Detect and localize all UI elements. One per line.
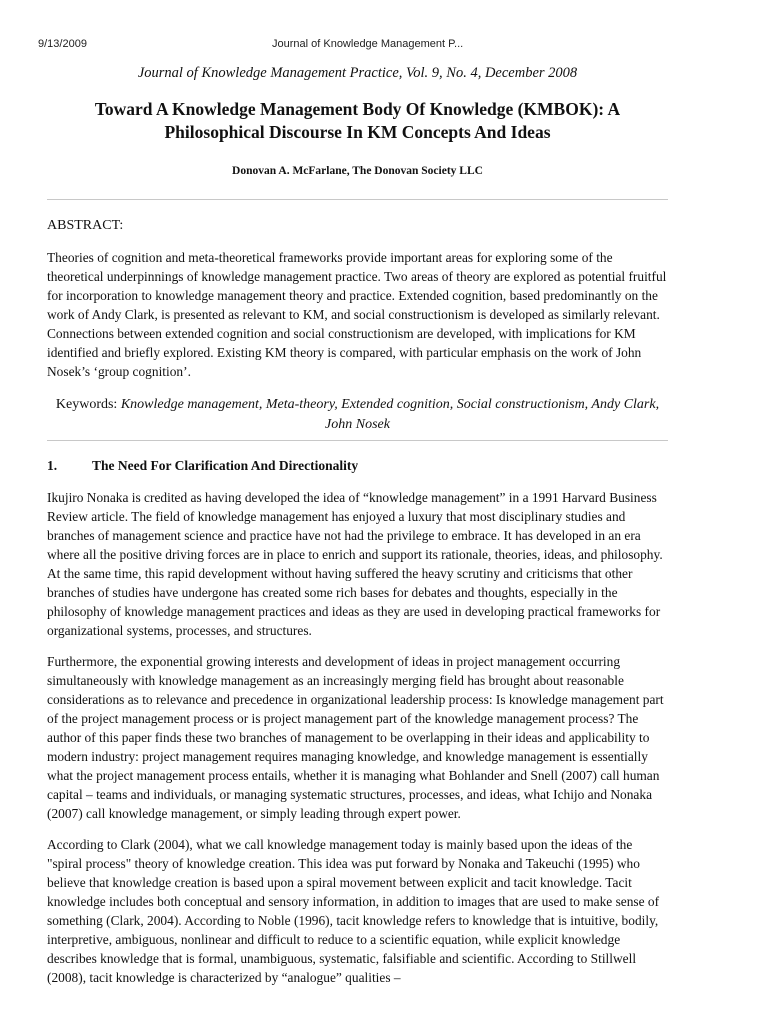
print-header <box>38 38 738 54</box>
body-paragraph: According to Clark (2004), what we call knowledge management today is mainly based upon the ideas of the "spiral process" theory of knowledge creation. This idea was put forward by Nonaka and Takeuchi (1995) who believe that knowledge creation is based upon a spiral movement between explicit and tacit knowledge. Tacit knowledge includes both conceptual and sensory information, in addition to images that are used to make sense of something (Clark, 2004). According to Noble (1996), tacit knowledge refers to knowledge that is intuitive, bodily, interpretive, ambiguous, nonlinear and difficult to reduce to a scientific equation, while explicit knowledge describes knowledge that is formal, unambiguous, systematic, falsifiable and scientific. According to Stillwell (2008), tacit knowledge is characterized by “analogue” qualities – <box>47 837 660 985</box>
section-heading <box>47 457 668 475</box>
keywords-list: Knowledge management, Meta-theory, Extended cognition, Social constructionism, Andy Clark, John Nosek <box>120 397 660 432</box>
paper-title <box>47 98 668 144</box>
print-page-title: Journal of Knowledge Management P... <box>272 38 464 50</box>
paper-author: Donovan A. McFarlane, The Donovan Society LLC <box>232 165 483 177</box>
keywords-label: Keywords: <box>55 397 121 412</box>
paper-title-line-2: Philosophical Discourse In KM Concepts And Ideas <box>164 122 551 142</box>
journal-citation: Journal of Knowledge Management Practice, Vol. 9, No. 4, December 2008 <box>137 65 578 81</box>
paper-title-line-1: Toward A Knowledge Management Body Of Knowledge (KMBOK): A <box>94 99 621 119</box>
body-paragraph: Furthermore, the exponential growing interests and development of ideas in project management occurring simultaneously with knowledge management as an increasingly merging field has brought about reasonable considerations as to relevance and precedence in organizational leadership process: Is knowledge management part of the project management process or is project management part of the knowledge management process? The author of this paper finds these two branches of management to be overlapping in their ideas and applicability to modern industry: project management requires managing knowledge, and knowledge management is essentially what the project management process entails, whether it is managing what Bohlander and Snell (2007) call human capital – teams and individuals, or managing systematic structures, processes, and ideas, what Ichijo and Nonaka (2007) call knowledge management, or simply leading through expert power. <box>47 654 664 821</box>
section-title: The Need For Clarification And Directionality <box>92 458 359 473</box>
divider <box>47 199 668 200</box>
keywords <box>47 395 668 435</box>
body-paragraph: Ikujiro Nonaka is credited as having developed the idea of “knowledge management” in a 1991 Harvard Business Review article. The field of knowledge management has enjoyed a luxury that most disciplinary studies and branches of management science and practice have not had the privilege to embrace. It has developed in an era where all the positive driving forces are in place to enrich and support its rationale, theories, ideas, and philosophy. At the same time, this rapid development without having suffered the heavy scrutiny and criticisms that other branches of studies have undergone has created some rich bases for debates and thoughts, especially in the philosophy of knowledge management practices and ideas as they are used in developing practical frameworks for organizational systems, processes, and structures. <box>47 490 663 638</box>
paper-page <box>47 62 668 987</box>
divider <box>47 440 668 441</box>
section-number: 1. <box>47 458 58 473</box>
abstract-text: Theories of cognition and meta-theoretical frameworks provide important areas for exploring some of the theoretical underpinnings of knowledge management practice. Two areas of theory are explored as potential fruitful for incorporation to knowledge management theory and practice. Extended cognition, based predominantly on the work of Andy Clark, is presented as relevant to KM, and social constructionism is developed as similarly relevant. Connections between extended cognition and social constructionism are developed, with implications for KM identified and briefly explored. Existing KM theory is compared, with particular emphasis on the work of John Nosek’s ‘group cognition’. <box>47 250 667 379</box>
print-date: 9/13/2009 <box>38 38 87 50</box>
abstract-label: ABSTRACT: <box>47 218 124 233</box>
